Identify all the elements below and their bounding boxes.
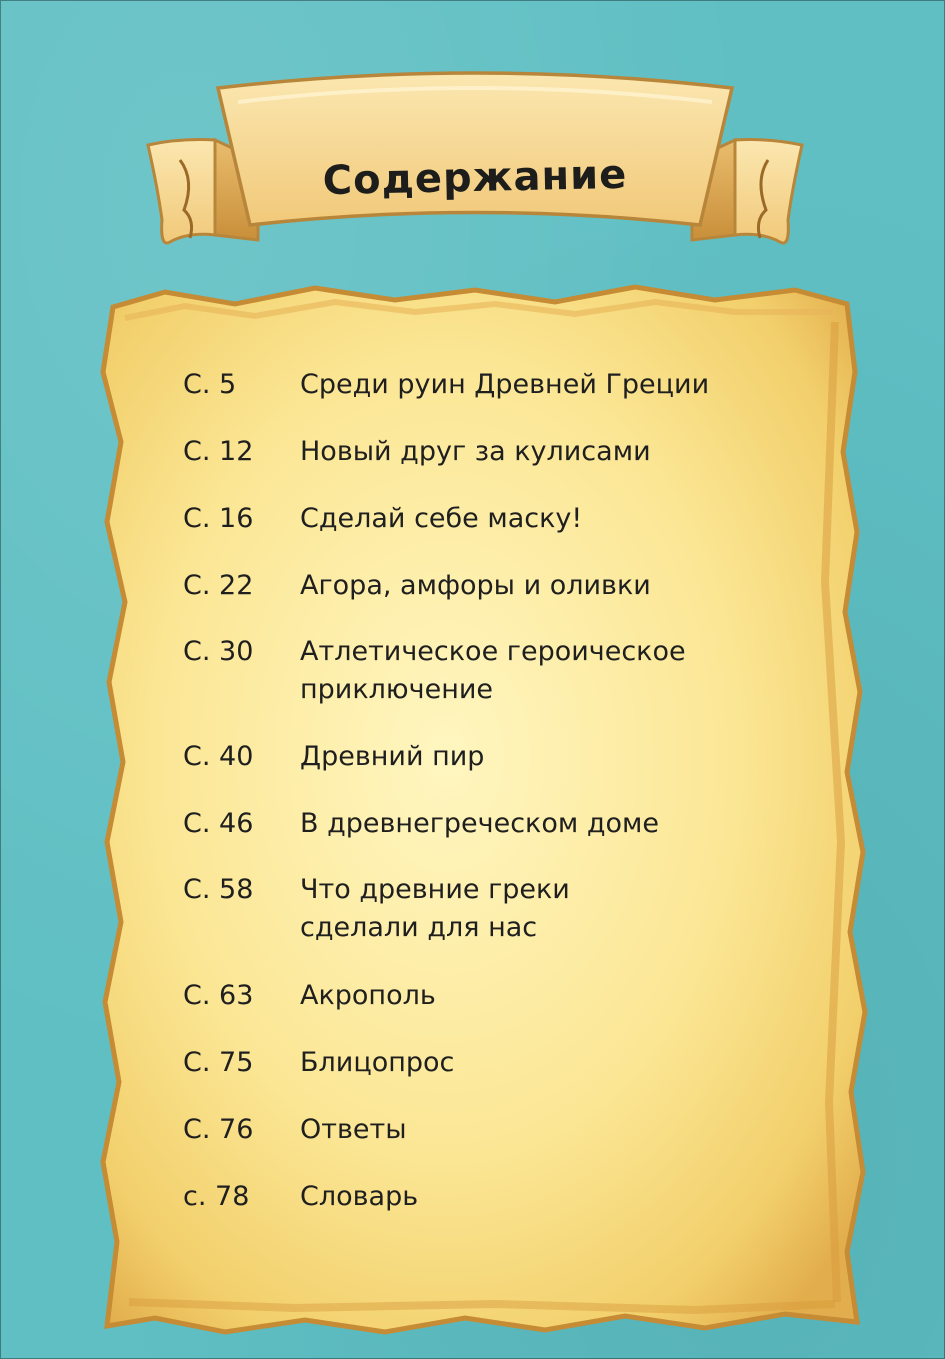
parchment-graphic (95, 282, 870, 1337)
toc-page-number: С. 16 (183, 503, 254, 534)
toc-page-number: С. 40 (183, 741, 254, 772)
toc-page-number: С. 30 (183, 636, 254, 667)
toc-page-number: С. 12 (183, 436, 254, 467)
toc-page-number: С. 58 (183, 874, 254, 905)
toc-title: Среди руин Древней Греции (300, 369, 710, 400)
toc-page-number: С. 46 (183, 808, 254, 839)
toc-title: Сделай себе маску! (300, 503, 583, 534)
toc-title: Что древние греки сделали для нас (300, 874, 570, 943)
toc-title: Новый друг за кулисами (300, 436, 651, 467)
toc-title: Агора, амфоры и оливки (300, 570, 651, 601)
toc-page-number: С. 5 (183, 369, 237, 400)
toc-title: Акрополь (300, 980, 436, 1011)
toc-title: В древнегреческом доме (300, 808, 659, 839)
page-title: Содержание (322, 151, 628, 205)
toc-page-number: с. 78 (183, 1181, 250, 1212)
toc-title: Ответы (300, 1114, 407, 1145)
parchment-panel (95, 282, 870, 1337)
toc-title: Древний пир (300, 741, 485, 772)
toc-page-number: С. 76 (183, 1114, 254, 1145)
toc-page-number: С. 75 (183, 1047, 254, 1078)
toc-title: Атлетическое героическое приключение (300, 636, 686, 705)
title-banner (140, 60, 810, 280)
toc-page-number: С. 22 (183, 570, 254, 601)
toc-page-number: С. 63 (183, 980, 254, 1011)
toc-title: Блицопрос (300, 1047, 455, 1078)
toc-title: Словарь (300, 1181, 419, 1212)
